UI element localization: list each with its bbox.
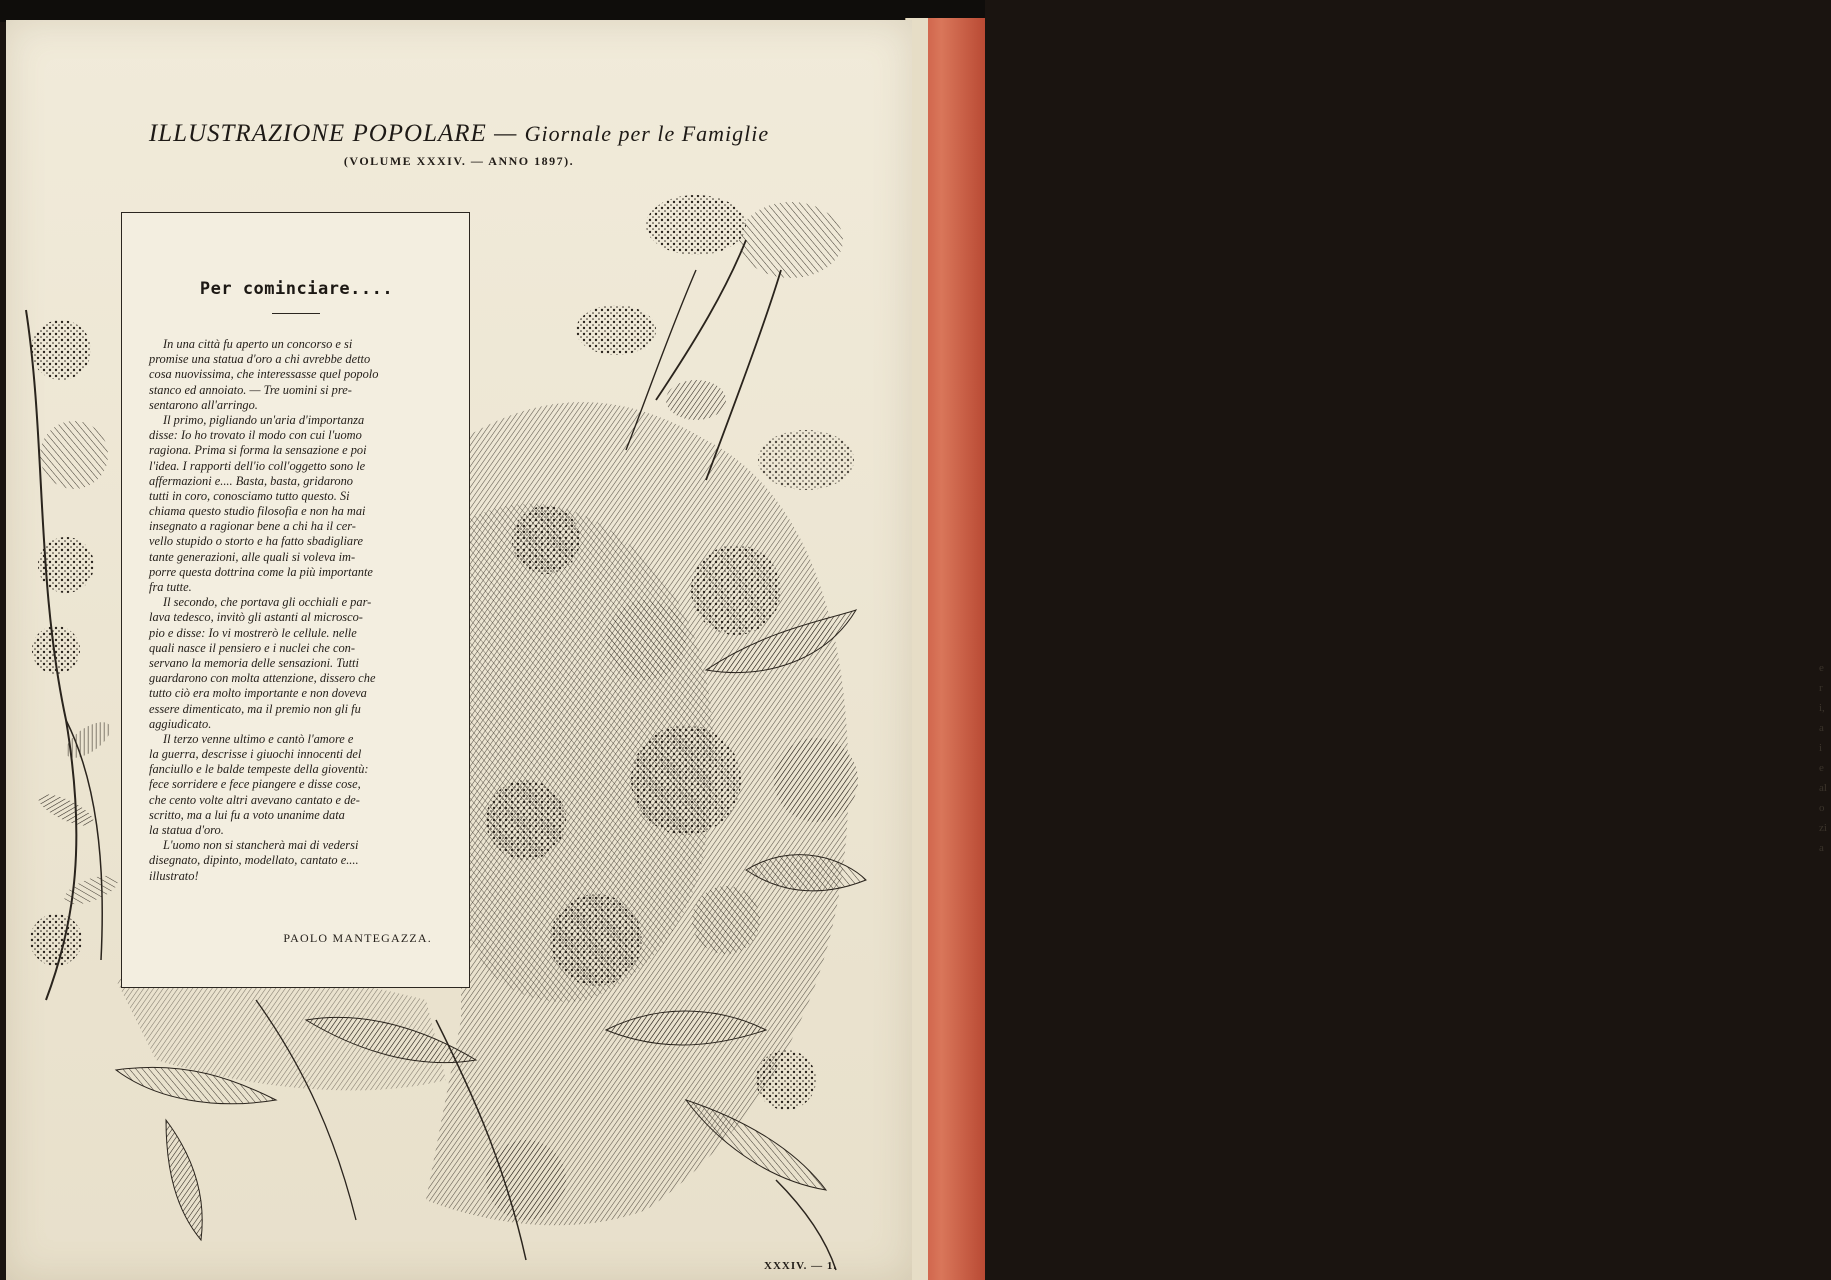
masthead-separator: — (486, 120, 525, 147)
article-line: essere dimenticato, ma il premio non gli fu (149, 701, 361, 716)
article-line: chiama questo studio filosofia e non ha mai (149, 504, 366, 519)
masthead-title: ILLUSTRAZIONE POPOLARE (148, 120, 487, 147)
edge-letter: i, (1819, 702, 1825, 714)
article-line: tante generazioni, alle quali si voleva im- (149, 549, 356, 564)
edge-letter: i (1819, 742, 1823, 754)
article-line: ragiona. Prima si forma la sensazione e poi (149, 443, 367, 458)
article-line: scritto, ma a lui fu a voto unanime data (149, 807, 345, 822)
article-line: quali nasce il pensiero e i nuclei che con- (149, 640, 355, 655)
article-line: la guerra, descrisse i giuochi innocenti del (149, 747, 362, 762)
edge-letters (1819, 658, 1831, 858)
title-rule (272, 313, 320, 314)
article-line: fanciullo e le balde tempeste della gioventù: (149, 762, 369, 777)
article-line: l'idea. I rapporti dell'io coll'oggetto sono le (149, 458, 366, 473)
article-line: tutto ciò era molto importante e non doveva (149, 686, 367, 701)
article-line: stanco ed annoiato. — Tre uomini si pre- (149, 382, 352, 397)
article-line: illustrato! (149, 868, 199, 883)
article-line: disse: Io ho trovato il modo con cui l'uomo (149, 428, 362, 443)
article-line: sentarono all'arringo. (149, 397, 258, 412)
edge-letter: a (1819, 722, 1824, 734)
article-line: aggiudicato. (149, 716, 212, 731)
scan-top-border (0, 0, 985, 22)
article-line: guardarono con molta attenzione, dissero che (149, 671, 376, 686)
newspaper-page (6, 20, 912, 1280)
article-line: pio e disse: Io vi mostrerò le cellule. nelle (149, 625, 357, 640)
article-line: insegnato a ragionar bene a chi ha il cer- (149, 519, 356, 534)
masthead-subtitle: Giornale per le Famiglie (524, 121, 770, 146)
edge-letter: e (1819, 662, 1824, 674)
page-folio: XXXIV. — 1. (764, 1260, 838, 1272)
article-body (149, 337, 444, 884)
edge-letter: r (1819, 682, 1823, 694)
article-line: Il primo, pigliando un'aria d'importanza (163, 412, 365, 427)
article-line: cosa nuovissima, che interessasse quel popolo (149, 367, 379, 382)
article-line: che cento volte altri avevano cantato e de- (149, 792, 360, 807)
article-title: Per cominciare.... (199, 279, 394, 299)
edge-letter: a (1819, 842, 1824, 854)
article-line: servano la memoria delle sensazioni. Tutti (149, 655, 359, 670)
edge-letter: e (1819, 762, 1824, 774)
masthead (6, 120, 912, 148)
article-line: fece sorridere e fece piangere e disse cose, (149, 777, 361, 792)
article-line: L'uomo non si stancherà mai di vedersi (163, 838, 359, 853)
article-line: promise una statua d'oro a chi avrebbe detto (149, 352, 371, 367)
article-author: PAOLO MANTEGAZZA. (283, 931, 432, 945)
article-line: Il terzo venne ultimo e cantò l'amore e (163, 731, 354, 746)
article-line: vello stupido o storto e ha fatto sbadigliare (149, 534, 363, 549)
article-line: affermazioni e.... Basta, basta, gridarono (149, 473, 353, 488)
edge-letter: o (1819, 802, 1825, 814)
article-line: fra tutte. (149, 580, 192, 594)
article-box (121, 212, 470, 988)
article-line: la statua d'oro. (149, 823, 224, 837)
edge-letter: al (1819, 782, 1827, 794)
article-line: porre questa dottrina come la più importante (149, 564, 373, 579)
edge-letter: zi (1819, 822, 1827, 834)
article-line: Il secondo, che portava gli occhiali e par- (163, 595, 372, 610)
article-line: lava tedesco, invitò gli astanti al microsco- (149, 610, 363, 625)
article-line: tutti in coro, conosciamo tutto questo. Si (149, 488, 350, 503)
volume-line: (VOLUME XXXIV. — ANNO 1897). (343, 154, 575, 168)
article-line: disegnato, dipinto, modellato, cantato e.... (149, 853, 359, 868)
article-line: In una città fu aperto un concorso e si (163, 337, 353, 351)
